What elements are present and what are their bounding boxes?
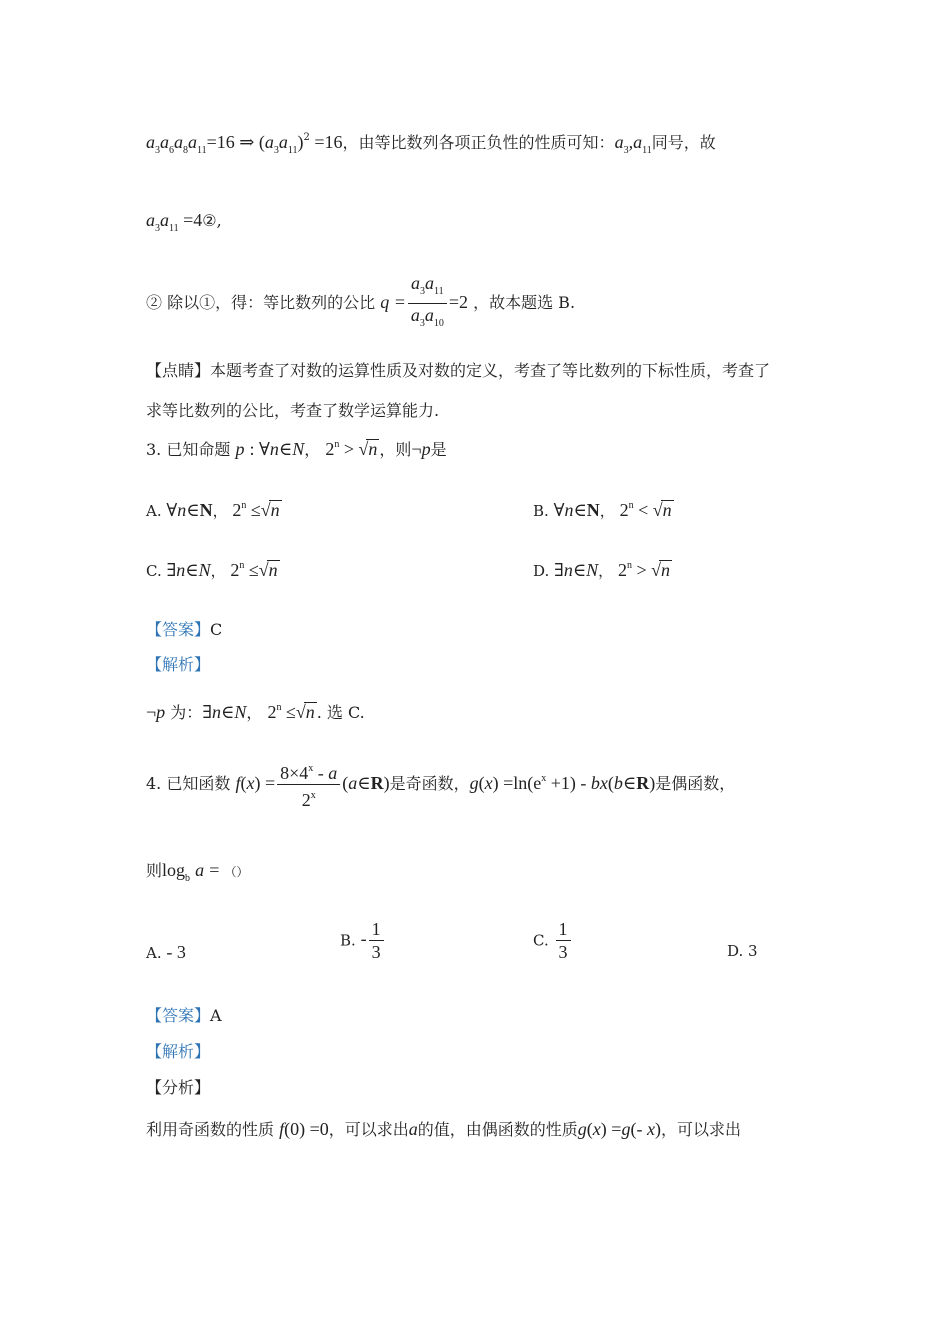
option-label: B. <box>533 502 549 520</box>
text: . 选 C. <box>316 703 365 722</box>
question-4: 4. 已知函数 f(x) = $\frac{8\times 4^x - a}{2^x}$ (a∈R)是奇函数，$g(x) =\ln(e^x +1)$ - bx(b∈R)是偶函数， <box>146 758 735 811</box>
text: 是奇函数， <box>389 774 470 793</box>
option-label: B. <box>340 931 356 950</box>
q3-option-c[interactable]: C. ∃n∈N， $2^n \le√n$ <box>146 560 278 580</box>
text: ，由等比数列各项正负性的性质可知： <box>342 133 615 152</box>
answer-tag: 【答案】 <box>146 620 211 639</box>
text: ，可以求出 <box>328 1120 409 1139</box>
q3-option-d[interactable]: D. ∃n∈N， $2^n > √n$ <box>533 560 670 580</box>
eq-part: =16 <box>309 132 343 152</box>
text: （） <box>224 865 249 879</box>
text: 3. 已知命题 <box>146 440 231 459</box>
option-label: A. <box>146 502 162 520</box>
question-4-line-2: 则$\log_b a$ = （） <box>146 860 249 884</box>
option-label: C. <box>533 931 549 950</box>
option-label: D. <box>727 942 744 960</box>
note-line-1: 【点睛】本题考查了对数的运算性质及对数的定义，考查了等比数列的下标性质，考查了 <box>146 361 771 380</box>
text: 的值，由偶函数的性质 <box>417 1120 578 1139</box>
q3-option-b[interactable]: B. ∀n∈N， $2^n < √n$ <box>533 500 672 520</box>
text: 是 <box>430 440 447 459</box>
q4-option-a[interactable] <box>146 942 186 963</box>
equation-line-2: $a_3a_{11}$ =4②, <box>146 210 222 234</box>
answer-tag: 【答案】 <box>146 1006 211 1025</box>
q3-analysis-tag: 【解析】 <box>146 655 211 674</box>
eq-part: ) <box>297 132 304 152</box>
q4-option-c[interactable]: C. $\frac{1}{3}$ <box>533 918 573 963</box>
question-3: 3. 已知命题 p : ∀n∈N， $2^n > √n$ ，则¬p是 <box>146 439 447 459</box>
option-value: - 3 <box>166 942 186 962</box>
text: ② 除以①，得：等比数列的公比 <box>146 293 376 312</box>
option-label: A. <box>146 944 162 962</box>
last-line: 利用奇函数的性质 f(0) =0，可以求出a的值，由偶函数的性质g(x) =g(- x)，可以求出 <box>146 1119 741 1139</box>
text: ，可以求出 <box>660 1120 741 1139</box>
text: 为： <box>170 703 203 722</box>
text: ，故本题选 B. <box>473 293 576 312</box>
text: ，则 <box>379 440 412 459</box>
text: 同号，故 <box>651 133 716 152</box>
q3-solution: ¬p 为：∃n∈N， $2^n \le√n$ . 选 C. <box>146 702 365 722</box>
q4-analysis-tag: 【解析】 <box>146 1042 211 1061</box>
q4-answer <box>146 1003 222 1026</box>
eq-part: =16 ⇒ ( <box>206 132 265 152</box>
answer-value: C <box>210 620 223 639</box>
q4-option-d[interactable] <box>727 942 758 960</box>
q3-answer <box>146 617 222 640</box>
text: ②, <box>202 211 222 230</box>
eq-part: =4 <box>178 210 203 230</box>
text: 则 <box>146 861 163 880</box>
option-label: D. <box>533 562 550 580</box>
text: 4. 已知函数 <box>146 774 231 793</box>
option-value: 3 <box>748 942 758 960</box>
ratio-line: ② 除以①，得：等比数列的公比 q = $\frac{a_3a_{11}}{a_3a_{10}}$ =2 ，故本题选 B. <box>146 273 576 329</box>
q3-option-a[interactable]: A. ∀n∈N， $2^n \le√n$ <box>146 500 280 520</box>
equation-line-1: $a_3a_6a_8a_{11}=16$ ⇒ $(a_3a_{11})^2 =16$，由等比数列各项正负性的性质可知：$a_3,a_{11}$同号，故 <box>146 132 716 156</box>
q4-analysis-sub: 【分析】 <box>146 1078 211 1097</box>
answer-value: A <box>210 1006 222 1025</box>
text: 是偶函数， <box>655 774 736 793</box>
q4-option-b[interactable]: B. - $\frac{1}{3}$ <box>340 918 386 963</box>
option-label: C. <box>146 562 162 580</box>
note-line-2: 求等比数列的公比，考查了数学运算能力. <box>146 401 440 420</box>
text: 利用奇函数的性质 <box>146 1120 275 1139</box>
